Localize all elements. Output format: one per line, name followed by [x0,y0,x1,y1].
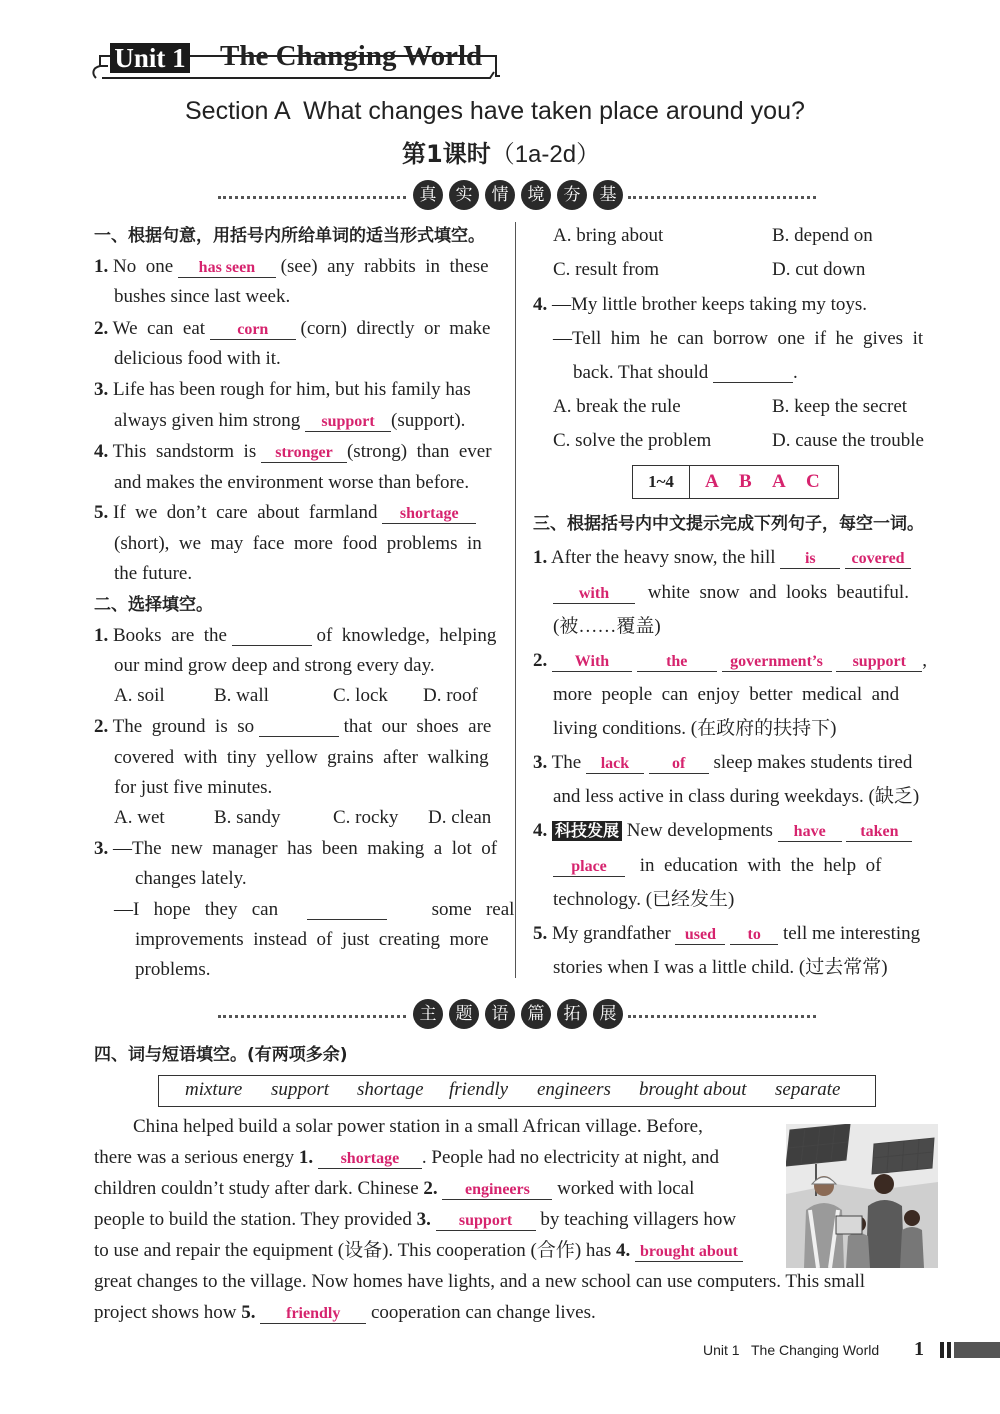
banner-real-situation [218,180,818,216]
answer-text: stronger [275,444,333,461]
p2-q1-cont: our mind grow deep and strong every day. [114,655,435,676]
part2-heading: 二、选择填空。 [94,595,213,615]
answer-text: shortage [340,1150,400,1167]
q-text: The ground is so [112,716,255,737]
answer-text: with [578,585,610,602]
unit-badge: Unit 1 [110,43,190,73]
answer-blank[interactable] [178,258,276,278]
word-bank-item: separate [775,1079,841,1100]
banner-char: 境 [521,180,551,210]
page-number: 1 [914,1338,924,1360]
word-bank-item: engineers [537,1079,611,1100]
p1-q3 [94,379,471,401]
q-text: Books are the [113,625,227,646]
lesson-cn: 第1课时 [402,140,491,168]
answer-blank[interactable] [261,443,347,463]
q-text: some real [431,899,515,920]
q-text: The [551,752,582,773]
option[interactable]: A. break the rule [553,396,681,417]
answer-blank[interactable] [442,1180,552,1200]
q-num: 3. [533,752,548,773]
answer-text: have [793,823,826,840]
answer-key-item: B [739,471,752,492]
banner-char: 题 [449,999,479,1029]
q-text: After the heavy snow, the hill [550,547,776,568]
part3-heading: 三、根据括号内中文提示完成下列句子，每空一词。 [533,514,924,534]
footer-bar [940,1342,1000,1358]
answer-blank[interactable] [778,822,842,842]
blank-num: 4. [616,1240,631,1261]
answer-text: lack [600,755,630,772]
q-text: white snow and looks beautiful. [647,582,909,603]
p1-q3-cont [114,410,465,432]
p3-q2-cont: more people can enjoy better medical and [553,684,900,705]
answer-text: of [672,755,686,772]
option[interactable]: C. solve the problem [553,430,712,451]
q-text: tell me interesting [782,923,921,944]
banner-char: 拓 [557,999,587,1029]
lesson-title [402,134,600,169]
p3-q4-cont2: technology. (已经发生) [553,889,735,910]
word-bank-item: friendly [449,1079,509,1100]
answer-text: used [684,926,717,943]
p3-q1-hint: (被……覆盖) [553,616,661,637]
banner-char: 语 [485,999,515,1029]
word-bank-item: brought about [639,1079,747,1100]
answer-text: brought about [640,1243,738,1260]
q-num: 5. [533,923,548,944]
option[interactable]: C. rocky [333,807,399,828]
answer-text: to [747,926,761,943]
passage-text: there was a serious energy [94,1147,295,1168]
p1-q5 [94,502,476,524]
part1-heading: 一、根据句意，用括号内所给单词的适当形式填空。 [94,226,485,246]
q-text: always given him strong [114,410,301,431]
answer-text: has seen [198,259,256,276]
q-num: 3. [94,838,109,859]
q-text: —My little brother keeps taking my toys. [552,294,868,315]
answer-blank[interactable] [210,320,296,340]
answer-key-box [632,465,839,499]
p2-q3-cont4: problems. [135,959,211,980]
banner-char: 真 [413,180,443,210]
passage-text: children couldn’t study after dark. Chinese [94,1178,419,1199]
q-num: 3. [94,379,109,400]
passage-line: China helped build a solar power station in a small African village. Before, [133,1116,703,1137]
answer-blank[interactable] [836,652,922,672]
banner-char: 情 [485,180,515,210]
option[interactable]: C. lock [333,685,388,706]
part4-heading: 四、词与短语填空。(有两项多余) [94,1045,348,1065]
answer-blank[interactable] [259,718,339,737]
p2-q4 [533,294,867,316]
passage-line [94,1209,736,1231]
q-num: 2. [94,318,109,339]
p2-q1 [94,625,496,647]
answer-blank[interactable] [675,925,725,945]
answer-blank[interactable] [586,754,644,774]
option[interactable]: B. keep the secret [772,396,908,417]
solar-station-illustration [786,1124,938,1268]
p2-q3-cont2 [114,899,514,921]
banner-char: 展 [593,999,623,1029]
q-num: 4. [94,441,109,462]
answer-text: corn [237,321,269,338]
answer-key-item: C [806,471,820,492]
p3-q3-cont: and less active in class during weekdays. (缺乏) [553,786,920,807]
passage-text: project shows how [94,1302,237,1323]
p2-q3 [94,838,497,860]
answer-text: support [321,413,375,430]
word-bank-item: shortage [357,1079,424,1100]
p2-q2 [94,716,491,738]
answer-text: friendly [286,1305,341,1322]
blank-num: 3. [416,1209,431,1230]
p2-q4-cont2 [573,362,798,384]
answer-blank[interactable] [846,822,912,842]
banner-dots-right [628,196,816,199]
answer-blank[interactable] [649,754,709,774]
answer-blank[interactable] [713,364,793,383]
p3-q5 [533,923,920,945]
answer-text: is [804,550,816,567]
q-num: 5. [94,502,109,523]
q-text: No one [113,256,174,277]
answer-blank[interactable] [553,584,635,604]
q-text: This sandstorm is [112,441,257,462]
q-num: 1. [94,625,109,646]
answer-blank[interactable] [780,549,840,569]
answer-text: government’s [730,653,823,670]
p1-q5-cont2: the future. [114,563,193,584]
passage-text: by teaching villagers how [540,1209,737,1230]
answer-blank[interactable] [382,504,476,524]
q-text: If we don’t care about farmland [113,502,378,523]
p3-q5-cont: stories when I was a little child. (过去常常) [553,957,888,978]
passage-text: to use and repair the equipment (设备). This cooperation (合作) has [94,1240,612,1261]
answer-blank[interactable] [553,857,625,877]
answer-text: shortage [399,505,459,522]
p3-q2: 2. With the government’s support , [533,650,927,671]
q-num: 2. [533,650,548,671]
footer-unit-title: Unit 1 The Changing World [703,1342,880,1358]
section-title: Section A What changes have taken place around you? [185,97,805,125]
passage-text: cooperation can change lives. [370,1302,596,1323]
p3-q4-cont [553,855,881,877]
banner-theme-extension [218,999,818,1035]
banner-char: 基 [593,180,623,210]
option[interactable]: B. depend on [772,225,873,246]
answer-text: taken [860,823,899,840]
passage-text: . People had no electricity at night, and [421,1147,719,1168]
p1-q2-cont: delicious food with it. [114,348,281,369]
q-text: New developments [626,820,773,841]
answer-blank[interactable] [232,627,312,646]
p3-q3 [533,752,912,774]
blank-num: 5. [241,1302,256,1323]
answer-key-item: A [705,471,719,492]
option[interactable]: A. soil [114,685,165,706]
column-divider [515,222,516,978]
answer-blank[interactable] [436,1211,536,1231]
p1-q2 [94,318,490,340]
answer-key-item: A [772,471,786,492]
answer-key-label: 1~4 [633,466,690,498]
banner-dots-right [628,1015,816,1018]
unit-title: The Changing World [220,40,483,72]
option[interactable]: D. cause the trouble [772,430,924,451]
answer-blank[interactable] [305,412,391,432]
q-text: Life has been rough for him, but his family has [113,379,471,400]
q-text: in education with the help of [639,855,882,876]
word-bank [158,1075,876,1107]
q-num: 1. [94,256,109,277]
blank-num: 1. [298,1147,314,1168]
q-num: 2. [94,716,109,737]
q-text: (strong) than ever [346,441,492,462]
answer-blank[interactable] [845,549,911,569]
option[interactable]: B. wall [214,685,269,706]
p1-q1-cont: bushes since last week. [114,286,291,307]
word-bank-item: mixture [185,1079,243,1100]
q-text: that our shoes are [343,716,492,737]
q-text: back. That should [573,362,709,383]
answer-blank[interactable] [730,925,778,945]
q-text: of knowledge, helping [316,625,497,646]
passage-line [94,1240,743,1262]
p1-q5-cont: (short), we may face more food problems in [114,533,482,554]
q-text: We can eat [112,318,206,339]
banner-dots-left [218,196,406,199]
answer-text: support [458,1212,513,1229]
passage-text: people to build the station. They provided [94,1209,412,1230]
answer-text: the [666,653,688,670]
passage-line [94,1178,694,1200]
answer-text: covered [851,550,905,567]
p2-q2-cont: covered with tiny yellow grains after walking [114,747,489,768]
q-text: —The new manager has been making a lot of [113,838,498,859]
answer-blank[interactable] [307,901,387,920]
q-text: —I hope they can [114,899,279,920]
p3-q2-cont2: living conditions. (在政府的扶持下) [553,718,837,739]
q-text: sleep makes students tired [713,752,913,773]
p3-q1-cont [553,582,909,604]
answer-blank[interactable] [552,652,632,672]
q-text: (support). [391,410,466,431]
passage-text: worked with local [557,1178,695,1199]
q-text: . [793,362,798,383]
option[interactable]: A. bring about [553,225,664,246]
banner-char: 实 [449,180,479,210]
answer-blank[interactable] [637,652,717,672]
p2-q3-cont: changes lately. [135,868,247,889]
banner-char: 主 [413,999,443,1029]
answer-blank[interactable] [318,1149,422,1169]
q-text: (corn) directly or make [300,318,491,339]
option[interactable]: D. roof [423,685,478,706]
answer-text: place [571,858,607,875]
p1-q1 [94,256,489,278]
banner-char: 篇 [521,999,551,1029]
p3-q4 [533,820,912,842]
passage-line [94,1302,596,1324]
passage-line [94,1147,719,1169]
p1-q4 [94,441,492,463]
q-num: 1. [533,547,548,568]
passage-line: great changes to the village. Now homes have lights, and a new school can use computers. This small [94,1271,866,1292]
option[interactable]: B. sandy [214,807,281,828]
q-num: 4. [533,820,548,841]
p2-q2-cont2: for just five minutes. [114,777,273,798]
p1-q4-cont: and makes the environment worse than before. [114,472,470,493]
q-text: (see) any rabbits in these [280,256,489,277]
option[interactable]: A. wet [114,807,165,828]
topic-tag: 科技发展 [552,821,622,841]
q-text: My grandfather [552,923,671,944]
blank-num: 2. [423,1178,438,1199]
answer-text: With [574,653,610,670]
option[interactable]: D. cut down [772,259,866,280]
answer-text: engineers [464,1181,530,1198]
answer-blank[interactable] [635,1242,743,1262]
word-bank-item: support [271,1079,330,1100]
q-num: 4. [533,294,548,315]
answer-blank[interactable] [722,652,832,672]
p2-q3-cont3: improvements instead of just creating more [135,929,489,950]
answer-blank[interactable] [260,1304,366,1324]
option[interactable]: C. result from [553,259,660,280]
p2-q4-cont: —Tell him he can borrow one if he gives it [553,328,924,349]
banner-char: 夯 [557,180,587,210]
banner-dots-left [218,1015,406,1018]
p3-q1 [533,547,911,569]
answer-text: support [852,653,906,670]
option[interactable]: D. clean [428,807,492,828]
lesson-range: （1a-2d） [490,141,601,168]
